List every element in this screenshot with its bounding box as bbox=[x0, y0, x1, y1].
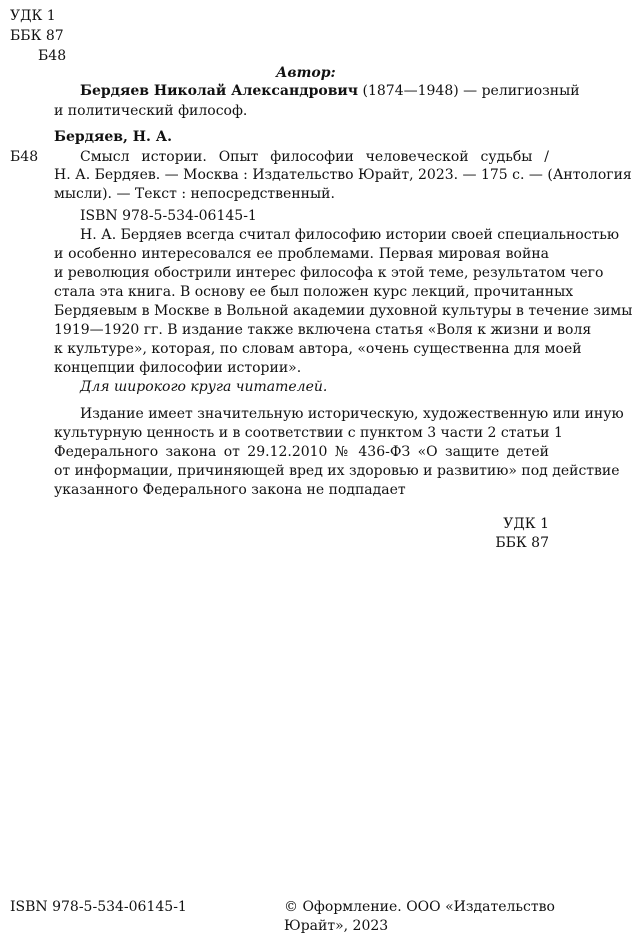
legal-line: культурную ценность и в соответствии с пунктом 3 части 2 статьи 1 bbox=[54, 425, 563, 441]
author-line-1 bbox=[80, 81, 580, 102]
author-description: (1874—1948) — религиозный bbox=[362, 83, 580, 99]
main-author: Бердяев, Н. А. bbox=[54, 129, 172, 145]
bbk-code-right: ББК 87 bbox=[495, 535, 549, 551]
annotation-line: стала эта книга. В основу ее был положен курс лекций, прочитанных bbox=[54, 284, 574, 300]
footer-copyright-line-2: Юрайт», 2023 bbox=[284, 918, 389, 934]
bbk-code: ББК 87 bbox=[10, 28, 64, 44]
annotation-line: и особенно интересовался ее проблемами. Первая мировая война bbox=[54, 246, 549, 262]
udk-code-right: УДК 1 bbox=[503, 516, 549, 532]
annotation-line: 1919—1920 гг. В издание также включена статья «Воля к жизни и воля bbox=[54, 322, 592, 338]
legal-line: от информации, причиняющей вред их здоровью и развитию» под действие bbox=[54, 463, 620, 479]
bibliographic-line-1: Смысл истории. Опыт философии человеческой судьбы / bbox=[80, 149, 549, 165]
annotation-line: к культуре», которая, по словам автора, «очень существенна для моей bbox=[54, 341, 582, 357]
udk-code: УДК 1 bbox=[10, 8, 56, 24]
legal-line: указанного Федерального закона не подпадает bbox=[54, 482, 406, 498]
annotation-line: Бердяевым в Москве в Вольной академии духовной культуры в течение зимы bbox=[54, 303, 632, 319]
isbn-record: ISBN 978-5-534-06145-1 bbox=[80, 208, 257, 224]
legal-line: Федерального закона от 29.12.2010 № 436-ФЗ «О защите детей bbox=[54, 444, 549, 460]
author-mark: Б48 bbox=[38, 48, 67, 64]
legal-line: Издание имеет значительную историческую, художественную или иную bbox=[80, 406, 624, 422]
bibliographic-line-3: мысли). — Текст : непосредственный. bbox=[54, 186, 335, 202]
author-line-2: и политический философ. bbox=[54, 103, 248, 119]
author-full-name: Бердяев Николай Александрович bbox=[80, 83, 359, 99]
annotation-line: концепции философии истории». bbox=[54, 360, 302, 376]
footer-copyright-line-1: © Оформление. ООО «Издательство bbox=[284, 899, 555, 915]
bibliographic-author-mark: Б48 bbox=[10, 149, 39, 165]
annotation-line: Н. А. Бердяев всегда считал философию истории своей специальностью bbox=[80, 227, 620, 243]
author-heading: Автор: bbox=[276, 65, 336, 81]
audience-note: Для широкого круга читателей. bbox=[80, 379, 328, 395]
footer-isbn: ISBN 978-5-534-06145-1 bbox=[10, 899, 187, 915]
bibliographic-line-2: Н. А. Бердяев. — Москва : Издательство Юрайт, 2023. — 175 с. — (Антология bbox=[54, 167, 632, 183]
annotation-line: и революция обострили интерес философа к этой теме, результатом чего bbox=[54, 265, 604, 281]
